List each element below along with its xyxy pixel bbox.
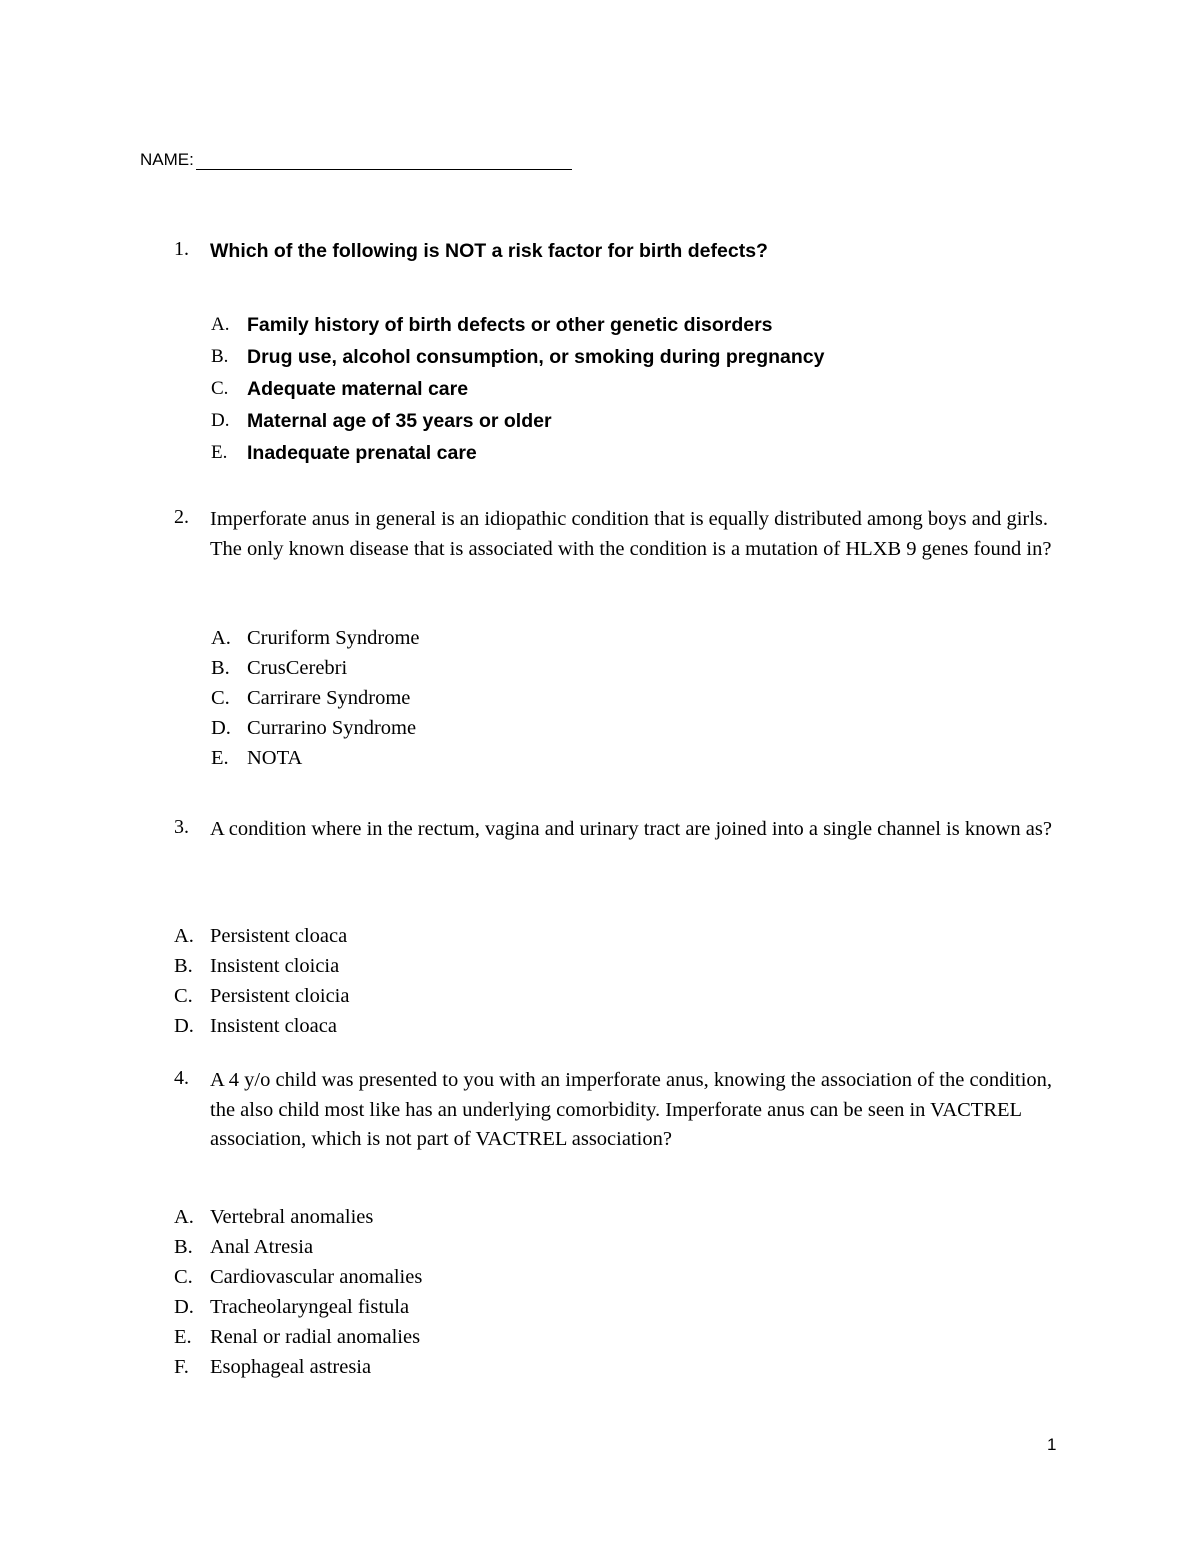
option-letter: C. [174, 1266, 193, 1288]
name-label: NAME: [140, 150, 194, 169]
option-letter: C. [174, 985, 193, 1007]
question-number: 2. [174, 506, 189, 528]
option-text: Currarino Syndrome [247, 717, 417, 739]
question-text: Which of the following is NOT a risk factor for birth defects? [210, 240, 768, 262]
option-text: CrusCerebri [247, 657, 348, 679]
option-letter: A. [174, 925, 194, 947]
option-letter: D. [174, 1296, 194, 1318]
question-text: Imperforate anus in general is an idiopathic condition that is equally distributed among boys and girls. The only known disease that is associated with the condition is a mutation of HLXB 9 genes found in? [210, 508, 1052, 560]
option-letter: B. [211, 346, 229, 367]
option-text: Cardiovascular anomalies [210, 1266, 423, 1288]
option-letter: C. [211, 378, 229, 399]
option-letter: C. [211, 687, 230, 709]
question-number: 3. [174, 816, 189, 838]
question-number: 4. [174, 1067, 189, 1089]
option-text: Carrirare Syndrome [247, 687, 411, 709]
option-letter: A. [174, 1206, 194, 1228]
option-letter: B. [174, 955, 193, 977]
question-text: A condition where in the rectum, vagina and urinary tract are joined into a single channel is known as? [210, 818, 1052, 840]
name-blank-line [196, 151, 572, 170]
option-letter: D. [211, 410, 230, 431]
option-text: Insistent cloicia [210, 955, 340, 977]
name-field [140, 150, 572, 170]
option-text: Drug use, alcohol consumption, or smoking during pregnancy [247, 346, 825, 368]
option-text: Renal or radial anomalies [210, 1326, 421, 1348]
option-text: Anal Atresia [210, 1236, 314, 1258]
option-letter: D. [174, 1015, 194, 1037]
option-text: NOTA [247, 747, 303, 769]
option-letter: F. [174, 1356, 189, 1378]
option-letter: E. [211, 442, 228, 463]
option-text: Maternal age of 35 years or older [247, 410, 552, 432]
page-number: 1 [1047, 1435, 1057, 1454]
question-number: 1. [174, 238, 189, 260]
option-letter: B. [174, 1236, 193, 1258]
option-letter: A. [211, 627, 231, 649]
option-text: Persistent cloicia [210, 985, 350, 1007]
option-text: Cruriform Syndrome [247, 627, 420, 649]
option-text: Persistent cloaca [210, 925, 348, 947]
option-text: Family history of birth defects or other genetic disorders [247, 314, 773, 336]
option-text: Esophageal astresia [210, 1356, 372, 1378]
option-text: Adequate maternal care [247, 378, 469, 400]
question-text: A 4 y/o child was presented to you with an imperforate anus, knowing the association of the condition, the also child most like has an underlying comorbidity. Imperforate anus can be seen in VACTREL association, which is not part of VACTREL association? [210, 1069, 1053, 1151]
option-letter: B. [211, 657, 230, 679]
option-text: Tracheolaryngeal fistula [210, 1296, 410, 1318]
option-text: Inadequate prenatal care [247, 442, 477, 464]
option-letter: A. [211, 314, 230, 335]
option-letter: D. [211, 717, 231, 739]
option-letter: E. [174, 1326, 192, 1348]
option-text: Insistent cloaca [210, 1015, 337, 1037]
option-text: Vertebral anomalies [210, 1206, 374, 1228]
option-letter: E. [211, 747, 229, 769]
